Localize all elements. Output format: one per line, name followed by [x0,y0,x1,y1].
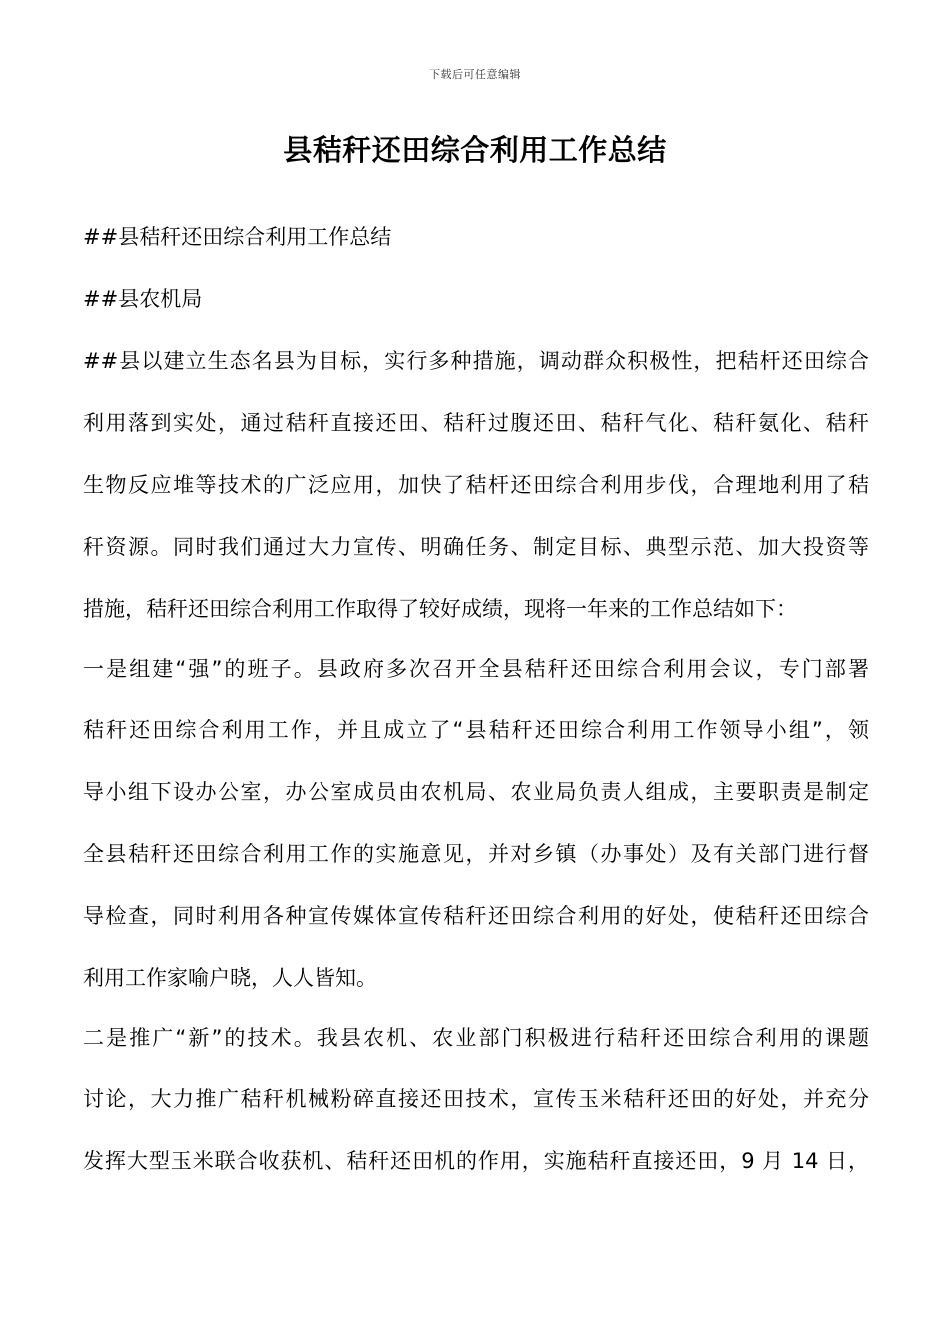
document-body [83,206,869,1192]
document-title: 县秸秆还田综合利用工作总结 [283,133,667,167]
text-line: ##县秸秆还田综合利用工作总结 [83,225,392,249]
text-line: 导小组下设办公室，办公室成员由农机局、农业局负责人组成，主要职责是制定 [83,780,869,804]
text-line: 利用落到实处，通过秸秆直接还田、秸秆过腹还田、秸秆气化、秸秆氨化、秸秆 [83,411,869,435]
text-line: 利用工作家喻户晓，人人皆知。 [83,966,377,990]
text-line: ##县以建立生态名县为目标，实行多种措施，调动群众积极性，把秸杆还田综合 [83,349,869,373]
text-line: 讨论，大力推广秸秆机械粉碎直接还田技术，宣传玉米秸秆还田的好处，并充分 [83,1087,869,1111]
text-line: 全县秸秆还田综合利用工作的实施意见，并对乡镇（办事处）及有关部门进行督 [83,842,869,866]
text-line: 一是组建“强”的班子。县政府多次召开全县秸秆还田综合利用会议，专门部署 [83,657,869,681]
text-line: 秆资源。同时我们通过大力宣传、明确任务、制定目标、典型示范、加大投资等 [83,535,869,559]
text-line: 措施，秸秆还田综合利用工作取得了较好成绩，现将一年来的工作总结如下： [83,597,797,621]
text-line: 二是推广“新”的技术。我县农机、农业部门积极进行秸秆还田综合利用的课题 [83,1026,869,1050]
text-line: ##县农机局 [83,287,203,311]
text-line: 生物反应堆等技术的广泛应用，加快了秸杆还田综合利用步伐，合理地利用了秸 [83,473,869,497]
text-line: 秸秆还田综合利用工作，并且成立了“县秸秆还田综合利用工作领导小组”，领 [83,718,869,742]
text-line: 导检查，同时利用各种宣传媒体宣传秸秆还田综合利用的好处，使秸秆还田综合 [83,904,869,928]
text-line: 发挥大型玉米联合收获机、秸秆还田机的作用，实施秸秆直接还田，9 月 14 日， [83,1149,869,1173]
header-note: 下载后可任意编辑 [429,68,521,81]
